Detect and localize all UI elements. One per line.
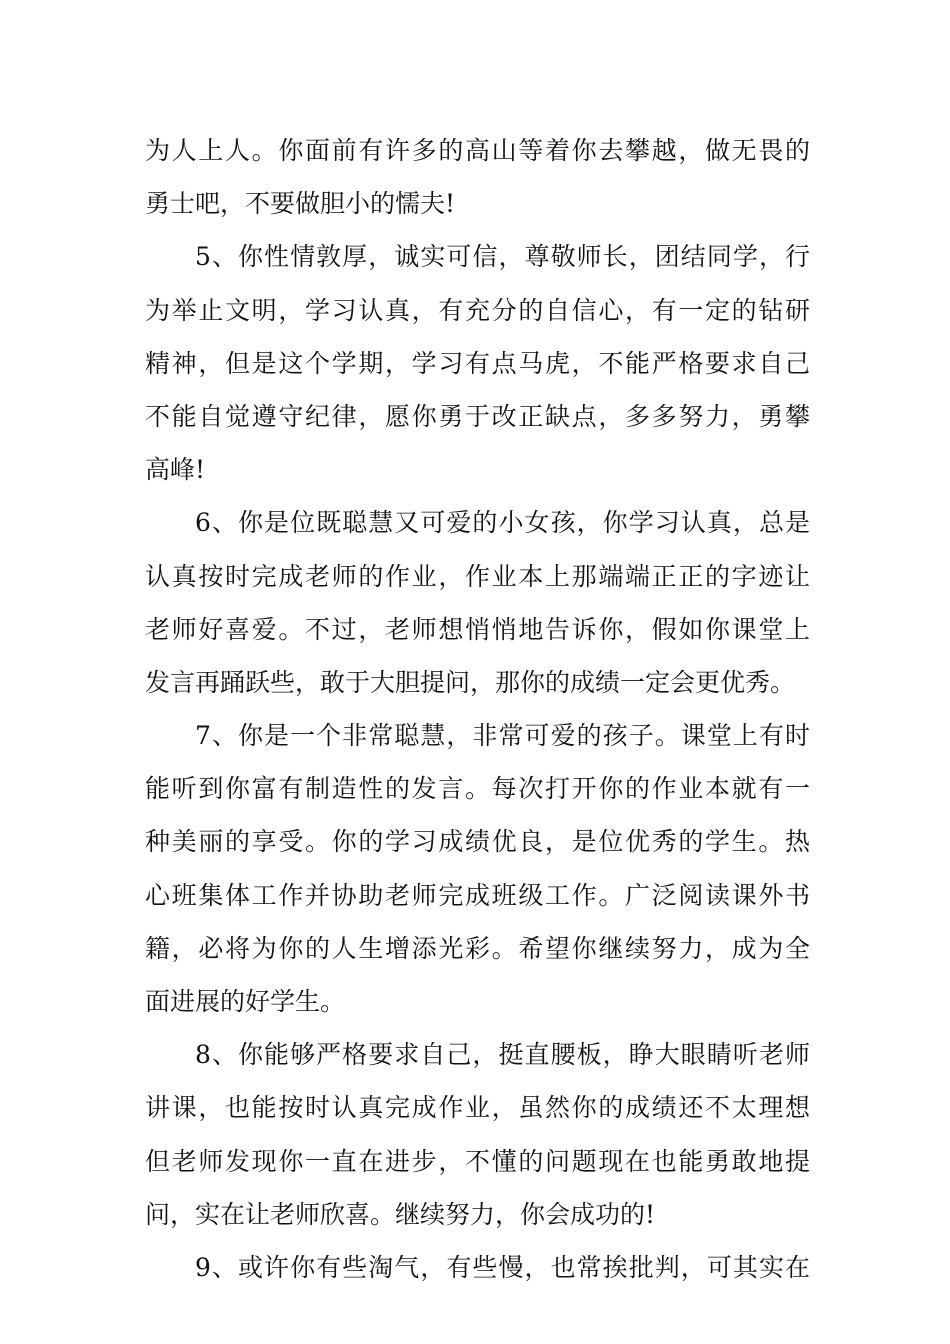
text-line: 为人上人。你面前有许多的高山等着你去攀越，做无畏的 — [145, 136, 810, 165]
paragraph-8-start: 8、你能够严格要求自己，挺直腰板，睁大眼睛听老师 — [195, 1040, 810, 1070]
text-line: 不能自觉遵守纪律，愿你勇于改正缺点，多多努力，勇攀 — [145, 401, 810, 431]
text-line: 精神，但是这个学期，学习有点马虎，不能严格要求自己 — [145, 348, 810, 378]
paragraph-7-start: 7、你是一个非常聪慧，非常可爱的孩子。课堂上有时 — [195, 721, 810, 751]
text-line: 但老师发现你一直在进步，不懂的问题现在也能勇敢地提 — [145, 1146, 810, 1176]
text-line: 能听到你富有制造性的发言。每次打开你的作业本就有一 — [145, 774, 810, 804]
text-line: 问，实在让老师欣喜。继续努力，你会成功的! — [145, 1199, 656, 1229]
text-line: 高峰! — [145, 455, 206, 485]
text-line: 讲课，也能按时认真完成作业，虽然你的成绩还不太理想 — [145, 1093, 810, 1123]
text-line: 种美丽的享受。你的学习成绩优良，是位优秀的学生。热 — [145, 827, 810, 857]
text-line: 勇士吧，不要做胆小的懦夫! — [145, 189, 456, 219]
text-line: 面进展的好学生。 — [145, 987, 346, 1016]
text-line: 为举止文明，学习认真，有充分的自信心，有一定的钻研 — [145, 295, 810, 325]
document-body — [145, 124, 810, 1294]
paragraph-9-start: 9、或许你有些淘气，有些慢，也常挨批判，可其实在 — [195, 1252, 810, 1282]
text-line: 认真按时完成老师的作业，作业本上那端端正正的字迹让 — [145, 561, 810, 591]
text-line: 心班集体工作并协助老师完成班级工作。广泛阅读课外书 — [145, 880, 810, 910]
paragraph-6-start: 6、你是位既聪慧又可爱的小女孩，你学习认真，总是 — [195, 508, 810, 538]
text-line: 发言再踊跃些，敢于大胆提问，那你的成绩一定会更优秀。 — [145, 667, 796, 697]
paragraph-5-start: 5、你性情敦厚，诚实可信，尊敬师长，团结同学，行 — [195, 242, 810, 272]
text-line: 老师好喜爱。不过，老师想悄悄地告诉你，假如你课堂上 — [145, 614, 810, 644]
text-line: 籍，必将为你的人生增添光彩。希望你继续努力，成为全 — [145, 933, 810, 963]
